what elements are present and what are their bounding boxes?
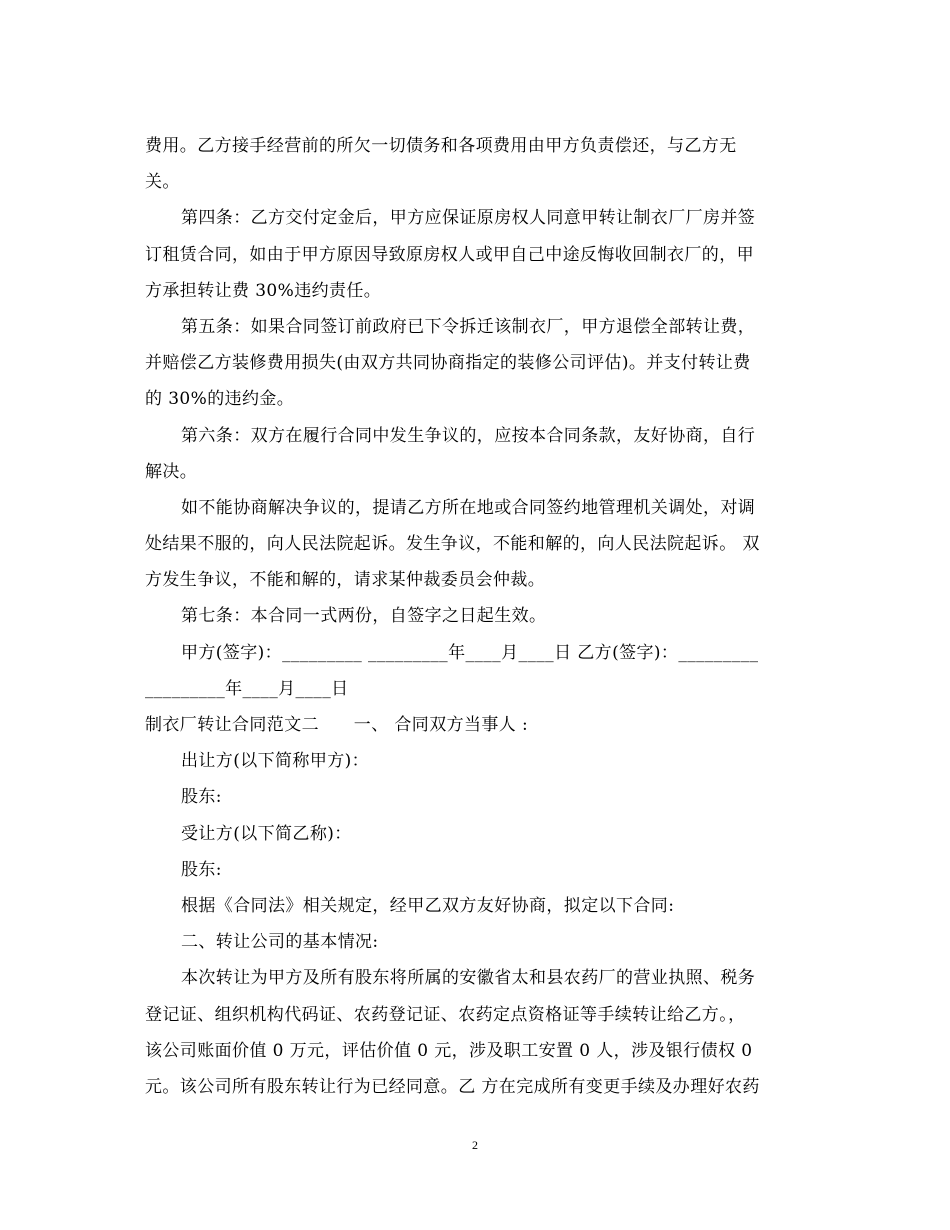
text-line: 关。 bbox=[145, 172, 180, 193]
text-line: 第五条：如果合同签订前政府已下令拆迁该制衣厂，甲方退偿全部转让费， bbox=[181, 316, 756, 337]
text-line: 解决。 bbox=[145, 461, 198, 482]
document-body bbox=[145, 128, 805, 1105]
text-line: 制衣厂转让合同范文二 一、 合同双方当事人 : bbox=[145, 715, 529, 735]
text-line: 股东: bbox=[181, 787, 222, 808]
text-line: 股东: bbox=[181, 859, 222, 880]
text-line: 二、转让公司的基本情况: bbox=[181, 932, 379, 953]
text-line: 方承担转让费 30%违约责任。 bbox=[145, 280, 382, 301]
text-line: 出让方(以下简称甲方)： bbox=[181, 751, 370, 772]
text-line: 该公司账面价值 0 万元，评估价值 0 元，涉及职工安置 0 人，涉及银行债权 0 bbox=[145, 1040, 753, 1061]
text-line: 订租赁合同，如由于甲方原因导致原房权人或甲自己中途反悔收回制衣厂的，甲 bbox=[145, 244, 754, 265]
text-line: 根据《合同法》相关规定，经甲乙双方友好协商，拟定以下合同: bbox=[181, 895, 675, 916]
text-line: 登记证、组织机构代码证、农药登记证、农药定点资格证等手续转让给乙方。， bbox=[145, 1004, 746, 1025]
text-line: 处结果不服的，向人民法院起诉。发生争议，不能和解的，向人民法院起诉。 双 bbox=[145, 534, 760, 555]
text-line: 的 30%的违约金。 bbox=[145, 389, 295, 410]
text-line: 第六条：双方在履行合同中发生争议的，应按本合同条款，友好协商，自行 bbox=[181, 425, 756, 446]
text-line: _________年____月____日 bbox=[145, 678, 349, 699]
text-line: 甲方(签字)：_________ _________年____月____日 乙方(签字)：_________ bbox=[181, 642, 759, 663]
text-line: 第四条：乙方交付定金后，甲方应保证原房权人同意甲转让制衣厂厂房并签 bbox=[181, 208, 756, 229]
text-line: 第七条：本合同一式两份，自签字之日起生效。 bbox=[181, 606, 547, 627]
page-number: 2 bbox=[472, 1138, 478, 1152]
text-line: 元。该公司所有股东转让行为已经同意。乙 方在完成所有变更手续及办理好农药 bbox=[145, 1076, 760, 1097]
text-line: 受让方(以下简乙称)： bbox=[181, 823, 352, 844]
text-line: 如不能协商解决争议的，提请乙方所在地或合同签约地管理机关调处，对调 bbox=[181, 497, 756, 518]
text-line: 方发生争议，不能和解的，请求某仲裁委员会仲裁。 bbox=[145, 570, 546, 591]
text-line: 费用。乙方接手经营前的所欠一切债务和各项费用由甲方负责偿还，与乙方无 bbox=[145, 136, 737, 156]
text-line: 本次转让为甲方及所有股东将所属的安徽省太和县农药厂的营业执照、税务 bbox=[181, 968, 756, 989]
text-line: 并赔偿乙方装修费用损失(由双方共同协商指定的装修公司评估)。并支付转让费 bbox=[145, 353, 751, 374]
